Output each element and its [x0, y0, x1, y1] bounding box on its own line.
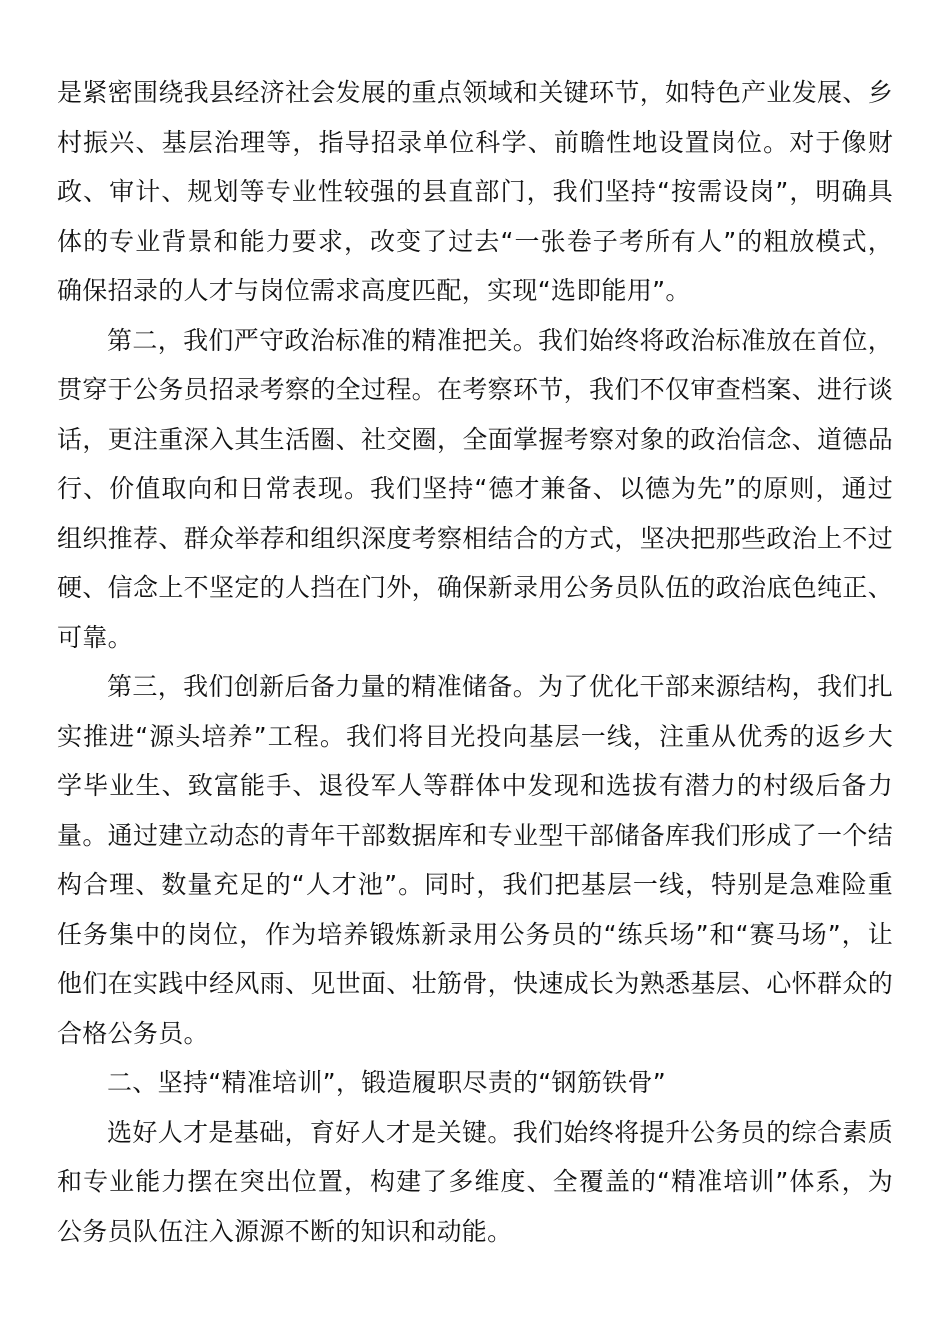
paragraph-training-system: 选好人才是基础，育好人才是关键。我们始终将提升公务员的综合素质和专业能力摆在突出位置，构建了多维度、全覆盖的“精准培训”体系，为公务员队伍注入源源不断的知识和动能。 [57, 1117, 893, 1246]
paragraph-reserve-force: 第三，我们创新后备力量的精准储备。为了优化干部来源结构，我们扎实推进“源头培养”工程。我们将目光投向基层一线，注重从优秀的返乡大学毕业生、致富能手、退役军人等群体中发现和选拔有潜力的村级后备力量。通过建立动态的青年干部数据库和专业型干部储备库我们形成了一个结构合理、数量充足的“人才池”。同时，我们把基层一线，特别是急难险重任务集中的岗位，作为培养锻炼新录用公务员的“练兵场”和“赛马场”，让他们在实践中经风雨、见世面、壮筋骨，快速成长为熟悉基层、心怀群众的合格公务员。 [57, 672, 893, 1048]
section-heading-precise-training: 二、坚持“精准培训”，锻造履职尽责的“钢筋铁骨” [107, 1068, 667, 1097]
paragraph-continuation: 是紧密围绕我县经济社会发展的重点领域和关键环节，如特色产业发展、乡村振兴、基层治理等，指导招录单位科学、前瞻性地设置岗位。对于像财政、审计、规划等专业性较强的县直部门，我们坚持“按需设岗”，明确具体的专业背景和能力要求，改变了过去“一张卷子考所有人”的粗放模式，确保招录的人才与岗位需求高度匹配，实现“选即能用”。 [57, 78, 893, 305]
paragraph-political-standard: 第二，我们严守政治标准的精准把关。我们始终将政治标准放在首位，贯穿于公务员招录考察的全过程。在考察环节，我们不仅审查档案、进行谈话，更注重深入其生活圈、社交圈，全面掌握考察对象的政治信念、道德品行、价值取向和日常表现。我们坚持“德才兼备、以德为先”的原则，通过组织推荐、群众举荐和组织深度考察相结合的方式，坚决把那些政治上不过硬、信念上不坚定的人挡在门外，确保新录用公务员队伍的政治底色纯正、可靠。 [57, 325, 893, 652]
document-page [57, 68, 893, 1256]
